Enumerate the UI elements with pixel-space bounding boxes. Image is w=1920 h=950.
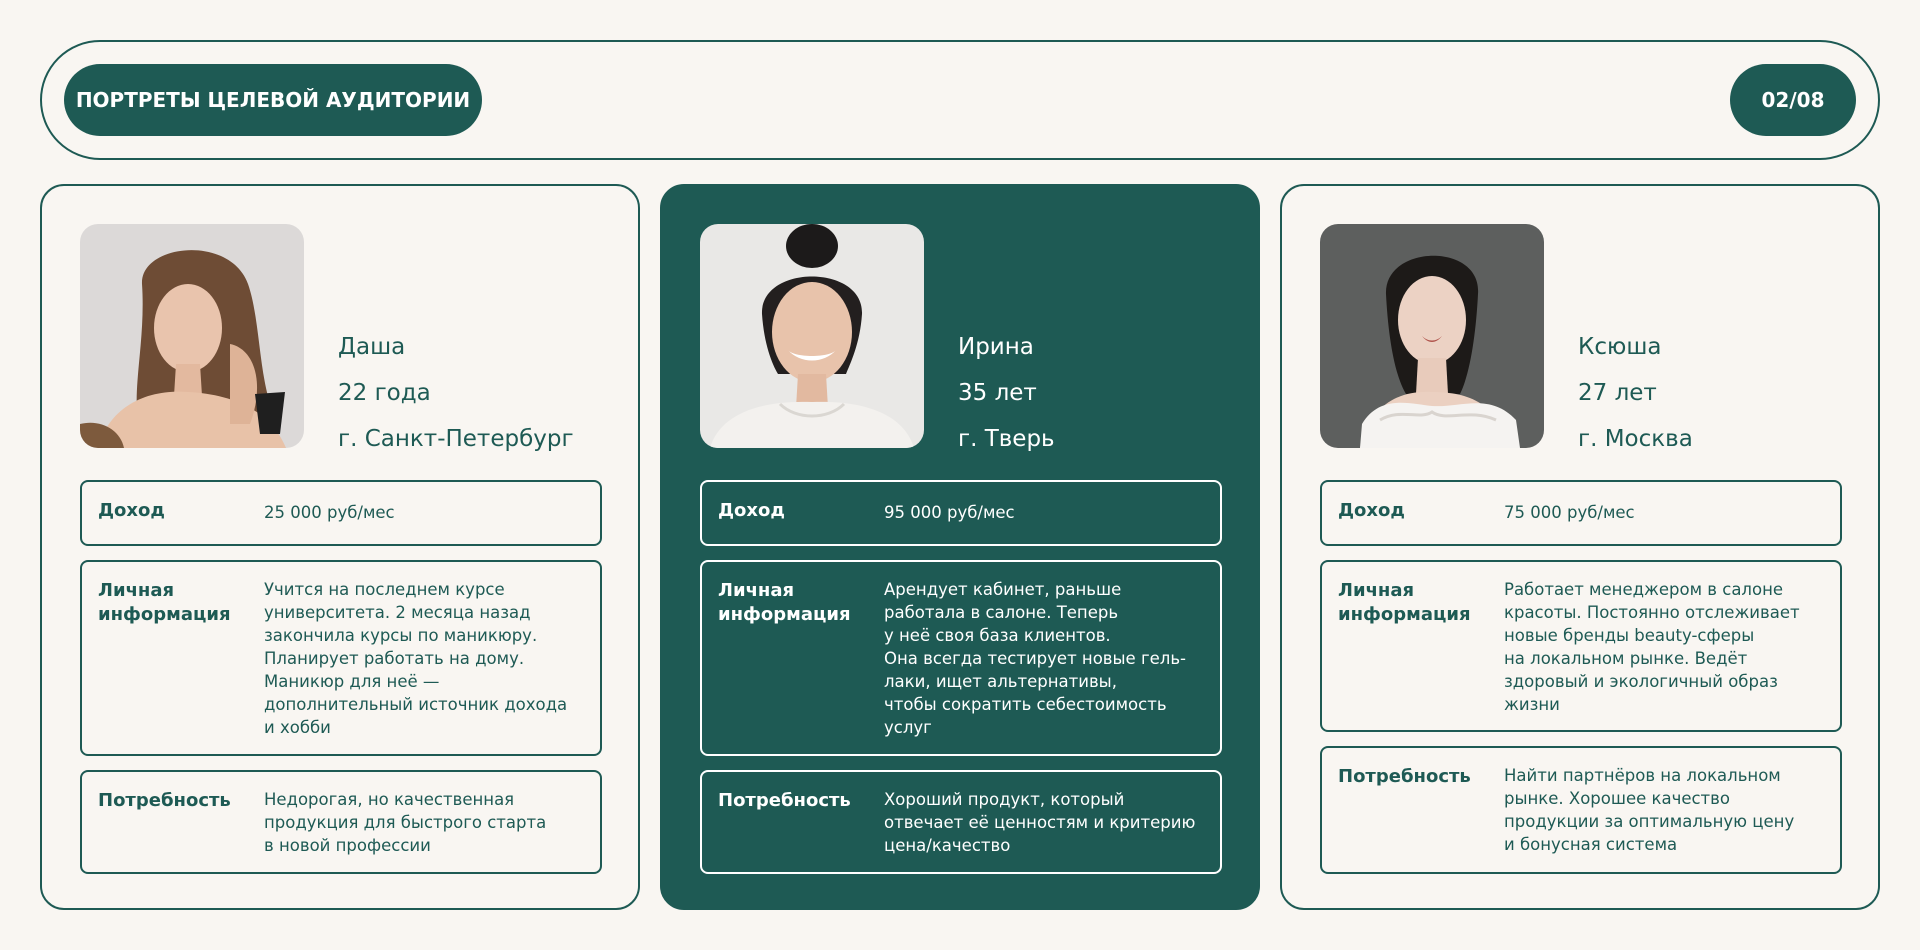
personal-info-label: Личная информация: [1338, 580, 1471, 625]
persona-photo: [1320, 224, 1544, 448]
personal-info-value: Работает менеджером в салоне красоты. Постоянно отслеживает новые бренды beauty-сферы на локальном рынке. Ведёт здоровый и экологичный образ жизни: [1504, 580, 1800, 714]
personal-info-value: Арендует кабинет, раньше работала в салоне. Теперь у неё своя база клиентов. Она всегда тестирует новые гель- лаки, ищет альтернативы, чтобы сократить себестоимость услуг: [884, 580, 1187, 737]
page-counter: 02/08: [1730, 64, 1856, 136]
need-label: Потребность: [98, 790, 231, 811]
header-bar: [40, 40, 1880, 160]
persona-age: 22 года: [338, 380, 431, 406]
need-value: Хороший продукт, который отвечает её ценностям и критерию цена/качество: [884, 790, 1196, 855]
need-block: [80, 770, 602, 874]
income-block: [1320, 480, 1842, 546]
persona-info: [338, 324, 574, 462]
need-block: [700, 770, 1222, 874]
need-label: Потребность: [1338, 766, 1471, 787]
persona-age: 27 лет: [1578, 380, 1657, 406]
income-label: Доход: [98, 500, 165, 521]
personal-info-label: Личная информация: [98, 580, 231, 625]
persona-name: Даша: [338, 334, 406, 360]
need-value: Недорогая, но качественная продукция для быстрого старта в новой профессии: [264, 790, 547, 855]
personal-info-label: Личная информация: [718, 580, 851, 625]
persona-info: [1578, 324, 1693, 462]
personal-info-block: [700, 560, 1222, 756]
persona-card: [40, 184, 640, 910]
income-block: [80, 480, 602, 546]
income-value: 95 000 руб/мес: [884, 503, 1015, 522]
persona-photo: [80, 224, 304, 448]
page-title: ПОРТРЕТЫ ЦЕЛЕВОЙ АУДИТОРИИ: [64, 64, 482, 136]
income-label: Доход: [1338, 500, 1405, 521]
need-block: [1320, 746, 1842, 874]
personal-info-block: [80, 560, 602, 756]
persona-info: [958, 324, 1055, 462]
income-value: 75 000 руб/мес: [1504, 503, 1635, 522]
persona-city: г. Санкт-Петербург: [338, 426, 574, 452]
personal-info-block: [1320, 560, 1842, 732]
persona-card: [1280, 184, 1880, 910]
personal-info-value: Учится на последнем курсе университета. 2 месяца назад закончила курсы по маникюру. Планирует работать на дому. Маникюр для неё — дополнительный источник дохода и хобби: [264, 580, 568, 737]
persona-city: г. Москва: [1578, 426, 1693, 452]
persona-city: г. Тверь: [958, 426, 1055, 452]
need-value: Найти партнёров на локальном рынке. Хорошее качество продукции за оптимальную цену и бонусная система: [1504, 766, 1795, 854]
persona-name: Ирина: [958, 334, 1034, 360]
income-value: 25 000 руб/мес: [264, 503, 395, 522]
persona-card: [660, 184, 1260, 910]
need-label: Потребность: [718, 790, 851, 811]
persona-name: Ксюша: [1578, 334, 1662, 360]
income-block: [700, 480, 1222, 546]
persona-age: 35 лет: [958, 380, 1037, 406]
persona-photo: [700, 224, 924, 448]
income-label: Доход: [718, 500, 785, 521]
